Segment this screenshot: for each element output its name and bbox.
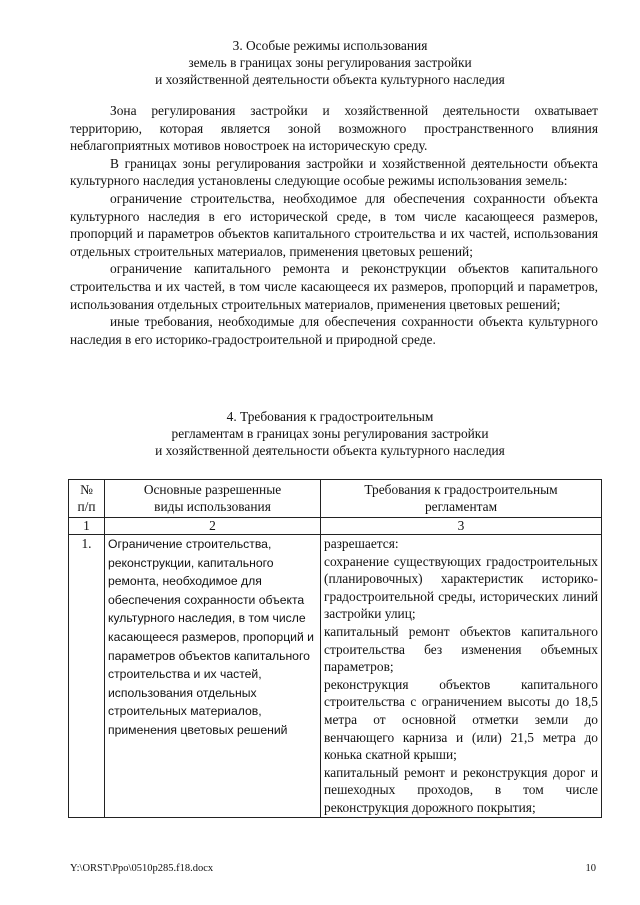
footer-page-number: 10 [585, 863, 596, 874]
paragraph-zone-scope: Зона регулирования застройки и хозяйственной деятельности охватывает территорию, которая является зоной возможного пространственного влияния неблагоприятных мотивов новостроек на историческую среду. [70, 103, 598, 154]
header-cell-uses: Основные разрешенные виды использования [105, 480, 321, 518]
list-item-repair-limit: ограничение капитального ремонта и реконструкции объектов капитального строительства и их частей, в том числе касающееся их размеров, пропорций и параметров, использования отдельных строительных материалов, применения цветовых решений; [70, 261, 598, 312]
section-3-heading-line: и хозяйственной деятельности объекта культурного наследия [155, 72, 505, 88]
header-cell-requirements: Требования к градостроительным регламентам [321, 480, 602, 518]
regulations-table [68, 479, 602, 818]
requirement-line: реконструкция объектов капитального строительства с ограничением высоты до 18,5 метра от основной отметки земли до венчающего карниза и (или) 21,5 метра до конька скатной крыши; [324, 676, 598, 763]
section-4-heading-line: и хозяйственной деятельности объекта культурного наследия [155, 443, 505, 459]
section-3-heading-line: земель в границах зоны регулирования застройки [188, 55, 472, 71]
section-3-body [70, 102, 598, 348]
table-row [69, 535, 602, 818]
section-3-heading-line: 3. Особые режимы использования [232, 38, 428, 53]
section-4-heading-line: регламентам в границах зоны регулирования застройки [171, 426, 489, 442]
section-3-heading [60, 37, 600, 89]
table-number-row [69, 518, 602, 535]
list-item-construction-limit: ограничение строительства, необходимое для обеспечения сохранности объекта культурного наследия в его исторической среде, в том числе касающееся размеров, пропорций и параметров объектов капитального строительства и их частей, использования отдельных строительных материалов, применения цветовых решений; [70, 190, 598, 259]
requirement-line: капитальный ремонт и реконструкция дорог и пешеходных проходов, в том числе реконструкция дорожного покрытия; [324, 764, 598, 815]
row-requirements [321, 535, 602, 818]
section-4-heading [60, 408, 600, 460]
requirement-line: сохранение существующих градостроительных (планировочных) характеристик историко-градостроительной среды, исторических линий застройки улиц; [324, 553, 598, 622]
column-number: 2 [105, 518, 321, 535]
requirement-line: разрешается: [324, 536, 399, 551]
row-permitted-use: Ограничение строительства, реконструкции, капитального ремонта, необходимое для обеспечения сохранности объекта культурного наследия, в том числе касающееся размеров, пропорций и параметров объектов капитального строительства и их частей, использования отдельных строительных материалов, применения цветовых решений [105, 535, 321, 818]
footer-file-path: Y:\ORST\Ppo\0510p285.f18.docx [70, 863, 214, 874]
column-number: 1 [69, 518, 105, 535]
header-cell-number: № п/п [69, 480, 105, 518]
paragraph-special-regimes: В границах зоны регулирования застройки и хозяйственной деятельности объекта культурного наследия установлены следующие особые режимы использования земель: [70, 155, 598, 189]
section-4-heading-line: 4. Требования к градостроительным [226, 409, 434, 424]
requirement-line: капитальный ремонт объектов капитального строительства без изменения объемных параметров; [324, 623, 598, 675]
table-header-row [69, 480, 602, 518]
list-item-other-requirements: иные требования, необходимые для обеспечения сохранности объекта культурного наследия в его историко-градостроительной и природной среде. [70, 314, 598, 347]
column-number: 3 [321, 518, 602, 535]
row-number: 1. [69, 535, 105, 818]
